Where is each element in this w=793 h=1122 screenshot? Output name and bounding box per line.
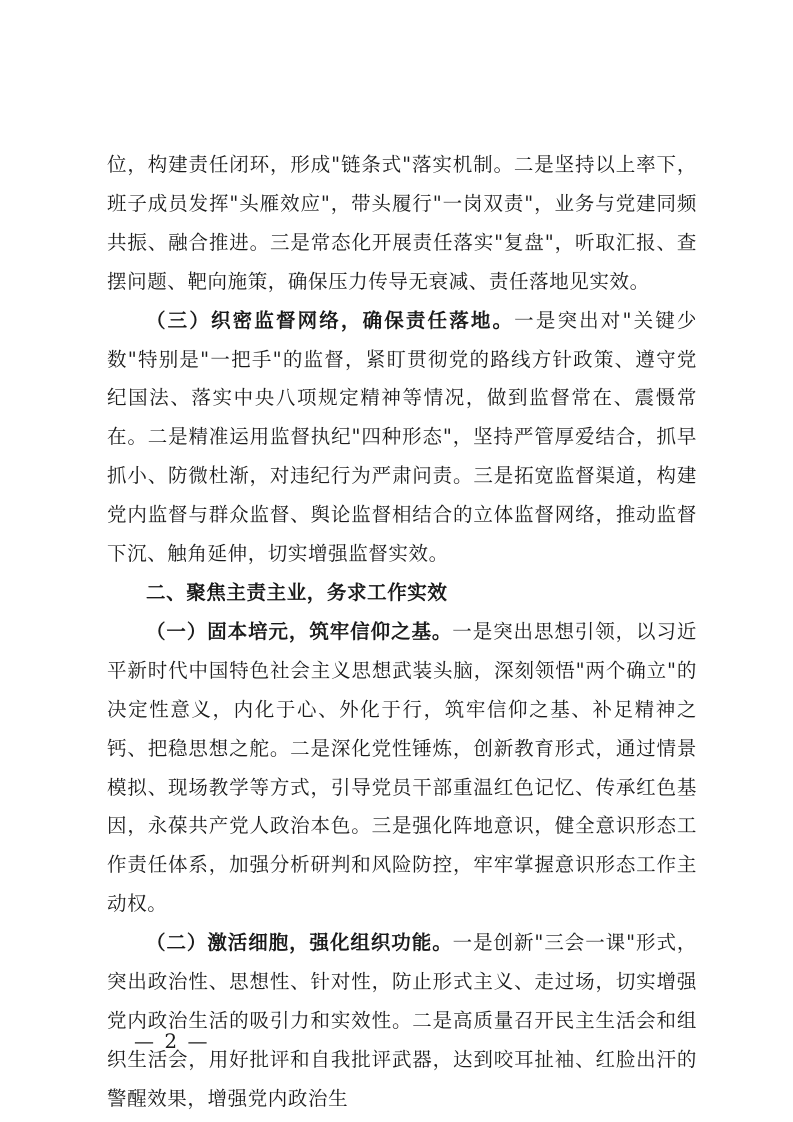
section-2-1-text: 一是突出思想引领，以习近平新时代中国特色社会主义思想武装头脑，深刻领悟"两个确立"的决定性意义，内化于心、外化于行，筑牢信仰之基、补足精神之钙、把稳思想之舵。二是深化党性锤炼，创新教育形式，通过情景模拟、现场教学等方式，引导党员干部重温红色记忆、传承红色基因，永葆共产党人政治本色。三是强化阵地意识，健全意识形态工作责任体系，加强分析研判和风险防控，牢牢掌握意识形态工作主动权。 <box>107 619 697 916</box>
section-1-3-heading: （三）织密监督网络，确保责任落地。 <box>146 308 515 332</box>
section-2-2-heading: （二）激活细胞，强化组织功能。 <box>146 931 453 955</box>
page-number: — 2 — <box>134 1029 210 1053</box>
continuation-paragraph: 位，构建责任闭环，形成"链条式"落实机制。二是坚持以上率下，班子成员发挥"头雁效应"，带头履行"一岗双责"，业务与党建同频共振、融合推进。三是常态化开展责任落实"复盘"，听取汇报、查摆问题、靶向施策，确保压力传导无衰减、责任落地见实效。 <box>107 153 697 293</box>
paragraph-section-2-1 <box>107 613 697 924</box>
section-2-heading: 二、聚焦主责主业，务求工作实效 <box>146 580 448 604</box>
section-1-3-text: 一是突出对"关键少数"特别是"一把手"的监督，紧盯贯彻党的路线方针政策、遵守党纪国法、落实中央八项规定精神等情况，做到监督常在、震慑常在。二是精准运用监督执纪"四种形态"，坚持严管厚爱结合，抓早抓小、防微杜渐，对违纪行为严肃问责。三是拓宽监督渠道，构建党内监督与群众监督、舆论监督相结合的立体监督网络，推动监督下沉、触角延伸，切实增强监督实效。 <box>107 308 697 566</box>
section-2-2-text: 一是创新"三会一课"形式，突出政治性、思想性、针对性，防止形式主义、走过场，切实增强党内政治生活的吸引力和实效性。二是高质量召开民主生活会和组织生活会，用好批评和自我批评武器，达到咬耳扯袖、红脸出汗的警醒效果，增强党内政治生 <box>107 931 697 1110</box>
document-body <box>107 146 697 1119</box>
paragraph-section-1-3 <box>107 302 697 574</box>
paragraph-section-2-2 <box>107 924 697 1119</box>
section-2-1-heading: （一）固本培元，筑牢信仰之基。 <box>146 619 453 643</box>
